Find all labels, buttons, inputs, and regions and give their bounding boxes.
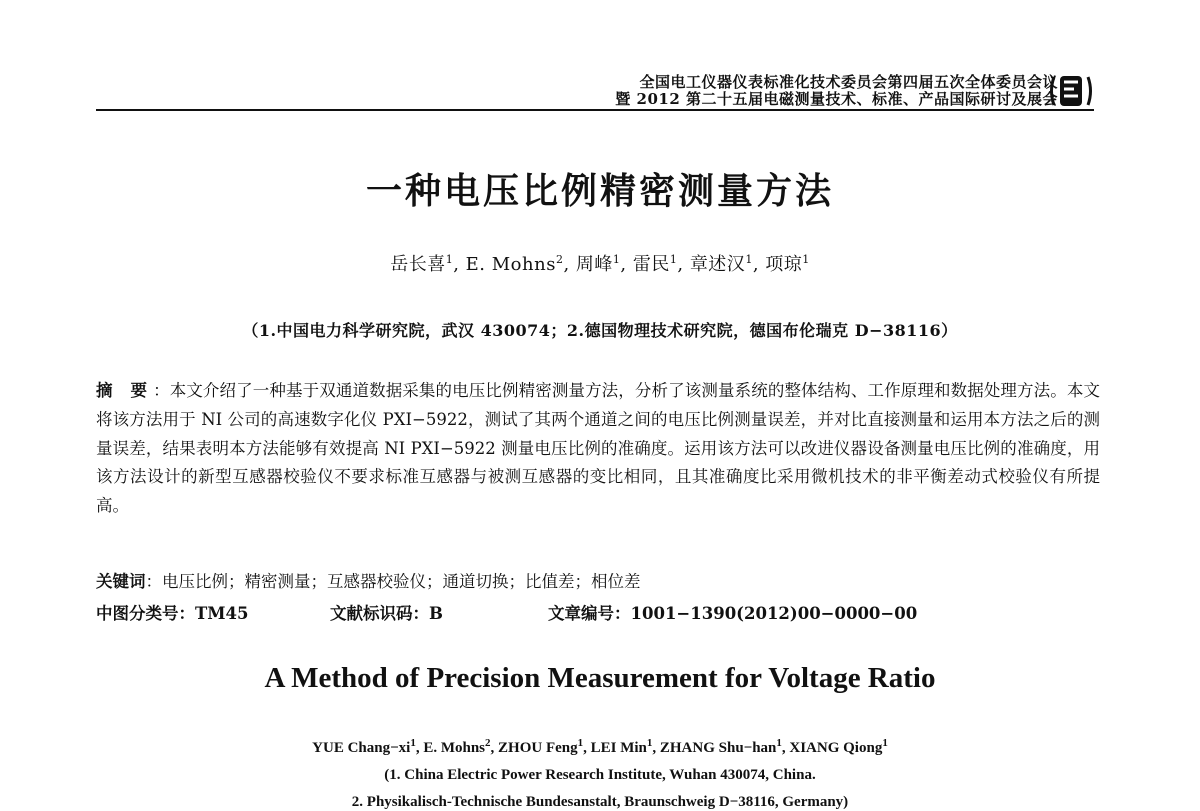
author-affil-mark: 1 bbox=[745, 253, 753, 266]
abstract bbox=[96, 377, 1100, 521]
running-header bbox=[0, 0, 1200, 118]
affiliation-en-1: (1. China Electric Power Research Institute, Wuhan 430074, China. bbox=[384, 767, 816, 783]
author-en: LEI Min bbox=[590, 740, 647, 756]
author-cn: 岳长喜 bbox=[390, 254, 446, 275]
paper-title-en: A Method of Precision Measurement for Voltage Ratio bbox=[264, 662, 936, 694]
abstract-text: ：本文介绍了一种基于双通道数据采集的电压比例精密测量方法，分析了该测量系统的整体结构、工作原理和数据处理方法。本文将该方法用于 NI 公司的高速数字化仪 PXI−5922，测试了其两个通道之间的电压比例测量误差，并对比直接测量和运用本方法之后的测量误差，结果表明本方法能够有效提高 NI PXI−5922 测量电压比例的准确度。运用该方法可以改进仪器设备测量电压比例的准确度，用该方法设计的新型互感器校验仪不要求标准互感器与被测互感器的变比相同，且其准确度比采用微机技术的非平衡差动式校验仪有所提高。 bbox=[96, 381, 1101, 516]
author-affil-mark: 1 bbox=[646, 737, 653, 749]
author-cn: 周峰 bbox=[575, 254, 613, 275]
affiliation-en-2: 2. Physikalisch-Technische Bundesanstalt, Braunschweig D−38116, Germany) bbox=[351, 794, 849, 810]
author-affil-mark: 1 bbox=[410, 737, 416, 749]
author-affil-mark: 1 bbox=[445, 253, 454, 266]
author-affil-mark: 1 bbox=[882, 737, 888, 749]
author-en: E. Mohns bbox=[423, 740, 486, 756]
author-en: XIANG Qiong bbox=[789, 740, 883, 756]
author-affil-mark: 1 bbox=[776, 737, 782, 749]
article-number: 文章编号：1001−1390(2012)00−0000−00 bbox=[548, 604, 918, 623]
author-affil-mark: 1 bbox=[669, 253, 678, 266]
header-rule bbox=[96, 109, 1094, 111]
author-affil-mark: 1 bbox=[577, 737, 584, 749]
author-list-en: YUE $Chang-xi^1$, E. Mohns$^2$, ZHOU Feng$^1$, LEI Min$^1$, ZHANG Shu−han$^1$, XIANG Qiong$^1$ bbox=[312, 737, 888, 756]
document-code: 文献标识码：B bbox=[330, 604, 443, 623]
author-en: YUE Chang−xi bbox=[312, 740, 411, 756]
keywords-label: 关键词 bbox=[96, 572, 146, 591]
author-cn: 项琼 bbox=[765, 254, 803, 275]
author-cn: E. Mohns bbox=[465, 254, 556, 275]
classification-line bbox=[96, 600, 1100, 624]
conference-logo-icon bbox=[1048, 73, 1094, 109]
author-cn: 雷民 bbox=[632, 254, 670, 275]
author-affil-mark: 1 bbox=[802, 253, 810, 266]
author-list-cn: 岳长喜$^1$, E. Mohns$^2$, 周峰$^1$, 雷民$^1$, 章述汉$^1$, 项琼$^1$ bbox=[390, 253, 810, 275]
header-text bbox=[615, 74, 1058, 108]
keywords bbox=[96, 568, 1100, 592]
keywords-text: ：电压比例；精密测量；互感器校验仪；通道切换；比值差；相位差 bbox=[145, 572, 641, 591]
abstract-label: 摘 要 bbox=[96, 381, 154, 400]
author-cn: 章述汉 bbox=[689, 254, 746, 275]
author-affil-mark: 1 bbox=[612, 253, 621, 266]
paper-title-cn: 一种电压比例精密测量方法 bbox=[365, 171, 834, 212]
clc-number: 中图分类号：TM45 bbox=[96, 604, 249, 623]
author-affil-mark: 2 bbox=[555, 253, 564, 266]
header-line-1: 全国电工仪器仪表标准化技术委员会第四届五次全体委员会议 bbox=[639, 73, 1058, 91]
author-en: ZHOU Feng bbox=[498, 740, 578, 756]
affiliation-cn: （1.中国电力科学研究院，武汉 430074；2.德国物理技术研究院，德国布伦瑞克 D−38116） bbox=[242, 321, 958, 340]
header-line-2: 暨 2012 第二十五届电磁测量技术、标准、产品国际研讨及展会 bbox=[615, 90, 1058, 108]
author-affil-mark: 2 bbox=[485, 737, 491, 749]
author-en: ZHANG Shu−han bbox=[659, 740, 777, 756]
